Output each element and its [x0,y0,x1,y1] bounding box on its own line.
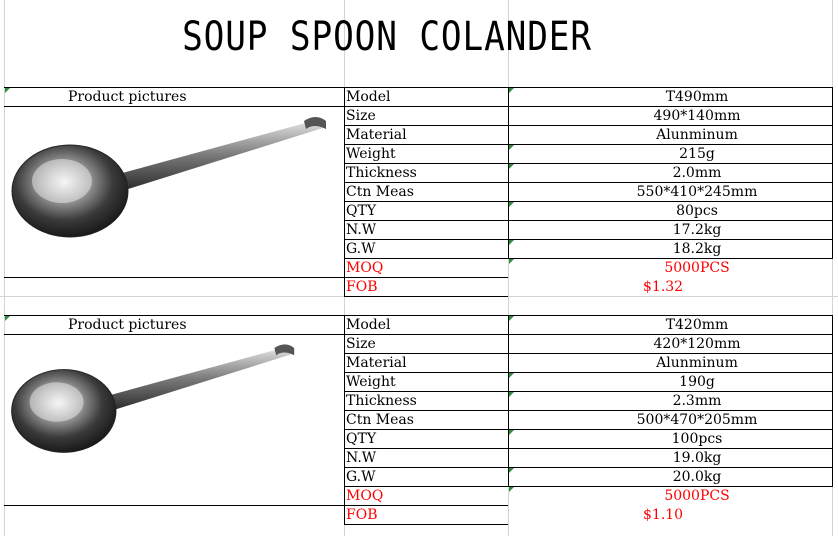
page-title: SOUP SPOON COLANDER [182,14,592,60]
spec-label-g-w: G.W [346,469,376,485]
soup-ladle-icon [8,339,338,499]
cell-marker [509,392,514,397]
spec-label-weight: Weight [346,374,396,390]
table-border [832,87,833,258]
cell-marker [509,240,514,245]
table-border [508,315,509,486]
spec-label-model: Model [346,317,391,333]
spec-value-g-w: 18.2kg [672,241,722,257]
soup-ladle-icon [8,111,338,271]
table-border [508,87,509,258]
spec-label-ctn-meas: Ctn Meas [346,184,414,200]
spec-value-fob: $1.32 [643,279,684,295]
gridline [4,0,5,536]
cell-marker [509,316,514,321]
product-pictures-label: Product pictures [68,317,187,333]
table-border [344,315,345,524]
cell-marker [509,430,514,435]
spec-value-size: 490*140mm [653,108,741,124]
cell-marker [509,487,514,492]
spec-label-material: Material [346,355,407,371]
spec-value-model: T420mm [665,317,729,333]
spec-label-weight: Weight [346,146,396,162]
spec-label-n-w: N.W [346,450,377,466]
spec-value-size: 420*120mm [653,336,741,352]
cell-marker [509,164,514,169]
cell-marker [509,468,514,473]
table-border [4,505,344,506]
spec-label-size: Size [346,108,376,124]
product-pictures-label: Product pictures [68,89,187,105]
spec-label-material: Material [346,127,407,143]
spec-label-fob: FOB [346,507,378,523]
spec-value-model: T490mm [665,89,729,105]
cell-marker [5,88,10,93]
spec-value-material: Alunminum [656,355,738,371]
spec-label-size: Size [346,336,376,352]
cell-marker [5,316,10,321]
spec-value-weight: 215g [679,146,715,162]
spec-label-thickness: Thickness [346,165,417,181]
spec-label-model: Model [346,89,391,105]
cell-marker [509,202,514,207]
spec-value-n-w: 19.0kg [672,450,722,466]
spec-label-moq: MOQ [346,260,384,276]
spec-value-ctn-meas: 550*410*245mm [636,184,758,200]
spec-label-g-w: G.W [346,241,376,257]
spec-value-g-w: 20.0kg [672,469,722,485]
spec-value-ctn-meas: 500*470*205mm [636,412,758,428]
spec-value-n-w: 17.2kg [672,222,722,238]
spec-value-qty: 100pcs [671,431,723,447]
spec-label-qty: QTY [346,431,377,447]
spec-value-thickness: 2.3mm [672,393,722,409]
spec-value-moq: 5000PCS [664,260,730,276]
cell-marker [509,373,514,378]
spec-label-ctn-meas: Ctn Meas [346,412,414,428]
spec-value-moq: 5000PCS [664,488,730,504]
cell-marker [509,145,514,150]
spec-label-fob: FOB [346,279,378,295]
spec-value-weight: 190g [679,374,715,390]
table-border [832,315,833,486]
table-border [344,87,345,296]
spec-label-qty: QTY [346,203,377,219]
cell-marker [509,259,514,264]
spec-value-thickness: 2.0mm [672,165,722,181]
spec-value-fob: $1.10 [643,507,684,523]
spec-value-material: Alunminum [656,127,738,143]
spec-label-moq: MOQ [346,488,384,504]
spec-label-n-w: N.W [346,222,377,238]
spec-value-qty: 80pcs [676,203,718,219]
table-border [4,277,344,278]
cell-marker [509,88,514,93]
spec-label-thickness: Thickness [346,393,417,409]
